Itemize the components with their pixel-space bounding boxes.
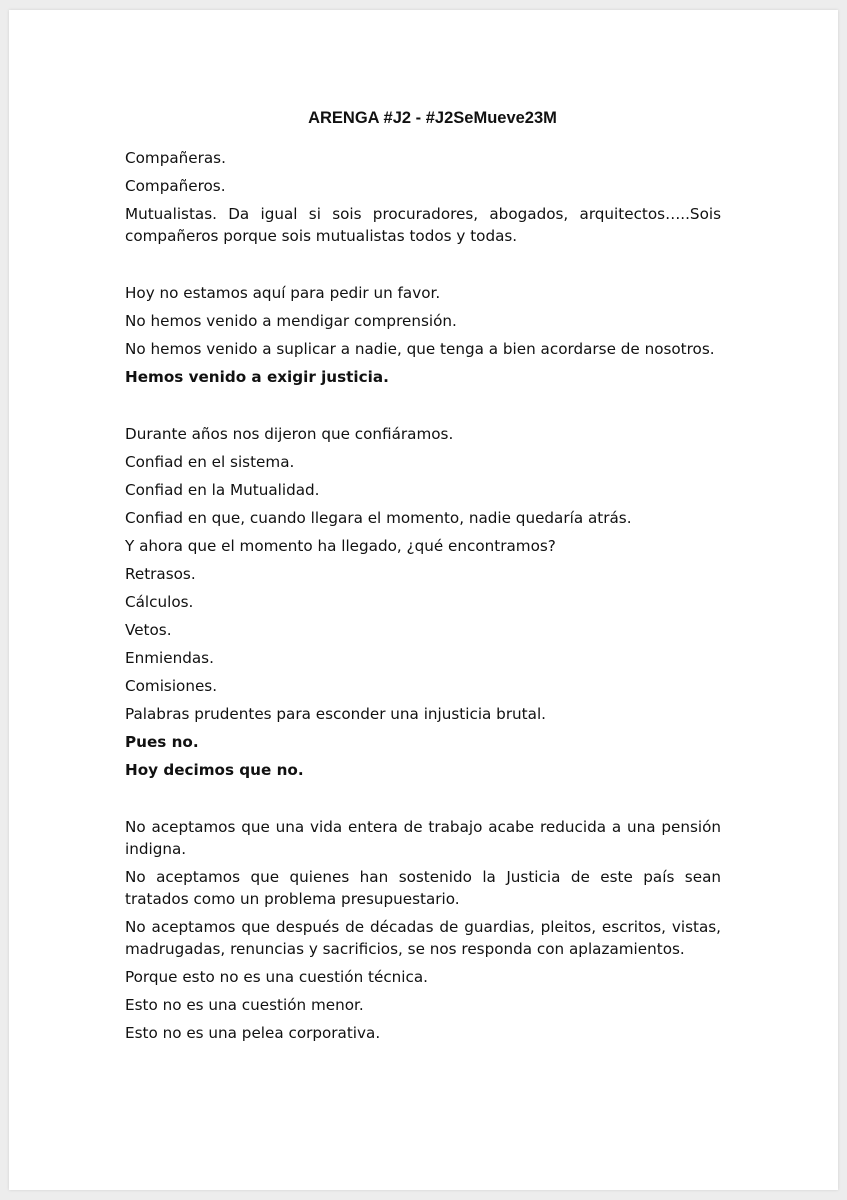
emphasis-paragraph: Hemos venido a exigir justicia.: [125, 368, 389, 386]
paragraph: No aceptamos que después de décadas de guardias, pleitos, escritos, vistas, madrugadas, renuncias y sacrificios, se nos responda con aplazamientos.: [125, 918, 721, 958]
document-body: [125, 147, 721, 1050]
document-page: [9, 10, 838, 1190]
paragraph: No aceptamos que quienes han sostenido la Justicia de este país sean tratados como un problema presupuestario.: [125, 868, 721, 908]
paragraph: Enmiendas.: [125, 649, 214, 667]
paragraph: Mutualistas. Da igual si sois procuradores, abogados, arquitectos…..Sois compañeros porque sois mutualistas todos y todas.: [125, 205, 721, 245]
paragraph: No hemos venido a mendigar comprensión.: [125, 312, 457, 330]
paragraph: Confiad en el sistema.: [125, 453, 295, 471]
emphasis-paragraph: Pues no.: [125, 733, 199, 751]
paragraph: Compañeros.: [125, 177, 226, 195]
paragraph: Compañeras.: [125, 149, 226, 167]
paragraph: Hoy no estamos aquí para pedir un favor.: [125, 284, 441, 302]
paragraph: No aceptamos que una vida entera de trabajo acabe reducida a una pensión indigna.: [125, 818, 721, 858]
paragraph: Porque esto no es una cuestión técnica.: [125, 968, 429, 986]
emphasis-paragraph: Hoy decimos que no.: [125, 761, 304, 779]
paragraph: Confiad en que, cuando llegara el momento, nadie quedaría atrás.: [125, 509, 632, 527]
paragraph: Vetos.: [125, 621, 172, 639]
paragraph: Retrasos.: [125, 565, 196, 583]
paragraph: Confiad en la Mutualidad.: [125, 481, 320, 499]
paragraph: Palabras prudentes para esconder una injusticia brutal.: [125, 705, 546, 723]
section-gap: [125, 787, 721, 816]
section-gap: [125, 253, 721, 282]
paragraph: Esto no es una cuestión menor.: [125, 996, 364, 1014]
document-title: ARENGA #J2 - #J2SeMueve23M: [308, 109, 557, 127]
paragraph: Y ahora que el momento ha llegado, ¿qué encontramos?: [125, 537, 556, 555]
section-gap: [125, 394, 721, 423]
paragraph: Cálculos.: [125, 593, 194, 611]
paragraph: Comisiones.: [125, 677, 218, 695]
paragraph: No hemos venido a suplicar a nadie, que tenga a bien acordarse de nosotros.: [125, 340, 715, 358]
paragraph: Esto no es una pelea corporativa.: [125, 1024, 381, 1042]
paragraph: Durante años nos dijeron que confiáramos.: [125, 425, 454, 443]
